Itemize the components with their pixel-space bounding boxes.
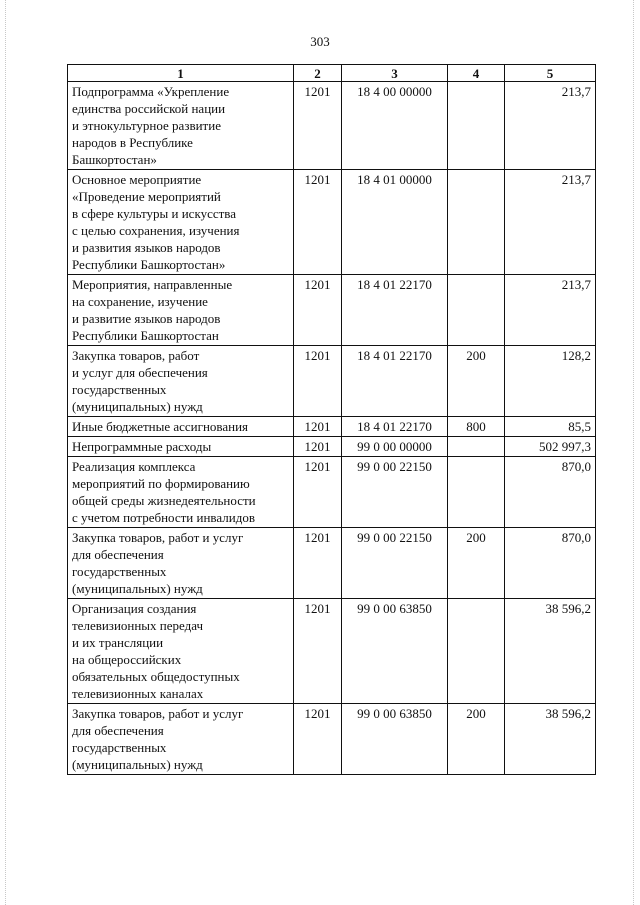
expense-name-line: телевизионных каналах (72, 686, 204, 701)
expense-name-line: и их трансляции (72, 635, 164, 650)
table-row (68, 346, 596, 417)
chapter-code: 1201 (294, 417, 342, 437)
expense-type-code: 200 (448, 528, 505, 599)
target-article-code: 99 0 00 22150 (342, 528, 448, 599)
expense-name-line: государственных (72, 740, 167, 755)
table-row (68, 170, 596, 275)
table-row (68, 528, 596, 599)
expense-type-code (448, 437, 505, 457)
chapter-code: 1201 (294, 457, 342, 528)
expense-name-line: государственных (72, 564, 167, 579)
expense-name-line: Мероприятия, направленные (72, 277, 233, 292)
page-number: 303 (310, 34, 330, 49)
expense-name-line: (муниципальных) нужд (72, 399, 203, 414)
target-article-code: 99 0 00 22150 (342, 457, 448, 528)
expense-type-code: 200 (448, 346, 505, 417)
expense-type-code (448, 275, 505, 346)
expense-name-line: народов в Республике (72, 135, 193, 150)
chapter-code: 1201 (294, 437, 342, 457)
expense-name-line: Республики Башкортостан (72, 328, 219, 343)
expense-name-line: Подпрограмма «Укрепление (72, 84, 230, 99)
table-row (68, 275, 596, 346)
expense-type-code: 200 (448, 704, 505, 775)
header-col-5: 5 (505, 65, 596, 82)
expense-type-code: 800 (448, 417, 505, 437)
amount: 38 596,2 (505, 704, 596, 775)
scan-right-edge (633, 0, 634, 905)
expense-name (68, 346, 294, 417)
amount: 128,2 (505, 346, 596, 417)
expense-name (68, 170, 294, 275)
amount: 870,0 (505, 457, 596, 528)
table-row (68, 704, 596, 775)
amount: 502 997,3 (505, 437, 596, 457)
expense-name-line: (муниципальных) нужд (72, 581, 203, 596)
chapter-code: 1201 (294, 704, 342, 775)
header-col-2: 2 (294, 65, 342, 82)
target-article-code: 18 4 01 00000 (342, 170, 448, 275)
expense-type-code (448, 457, 505, 528)
chapter-code: 1201 (294, 170, 342, 275)
amount: 85,5 (505, 417, 596, 437)
expense-name-line: для обеспечения (72, 723, 164, 738)
expense-name-line: на общероссийских (72, 652, 182, 667)
expense-name-line: и услуг для обеспечения (72, 365, 208, 380)
target-article-code: 99 0 00 63850 (342, 704, 448, 775)
amount: 38 596,2 (505, 599, 596, 704)
expense-name (68, 704, 294, 775)
expense-name-line: в сфере культуры и искусства (72, 206, 237, 221)
expense-name (68, 599, 294, 704)
expense-name-line: и этнокультурное развитие (72, 118, 221, 133)
expense-name-line: государственных (72, 382, 167, 397)
chapter-code: 1201 (294, 346, 342, 417)
expense-name-line: и развитие языков народов (72, 311, 221, 326)
header-col-4: 4 (448, 65, 505, 82)
target-article-code: 99 0 00 63850 (342, 599, 448, 704)
expense-name-line: и развития языков народов (72, 240, 221, 255)
header-col-1: 1 (68, 65, 294, 82)
expense-name-line: (муниципальных) нужд (72, 757, 203, 772)
amount: 213,7 (505, 82, 596, 170)
table-row (68, 417, 596, 437)
expense-name (68, 437, 294, 457)
table-row (68, 437, 596, 457)
table-row (68, 457, 596, 528)
amount: 213,7 (505, 275, 596, 346)
budget-table (67, 64, 596, 775)
chapter-code: 1201 (294, 82, 342, 170)
expense-name (68, 82, 294, 170)
expense-type-code (448, 82, 505, 170)
table-body (68, 82, 596, 775)
scan-left-edge (5, 0, 6, 905)
expense-name-line: телевизионных передач (72, 618, 204, 633)
expense-name-line: Основное мероприятие (72, 172, 202, 187)
chapter-code: 1201 (294, 528, 342, 599)
expense-name-line: Реализация комплекса (72, 459, 196, 474)
expense-name-line: Организация создания (72, 601, 197, 616)
amount: 870,0 (505, 528, 596, 599)
header-col-3: 3 (342, 65, 448, 82)
expense-name-line: Иные бюджетные ассигнования (72, 419, 249, 434)
expense-name-line: для обеспечения (72, 547, 164, 562)
expense-type-code (448, 170, 505, 275)
expense-name (68, 275, 294, 346)
expense-name-line: мероприятий по формированию (72, 476, 250, 491)
expense-name-line: на сохранение, изучение (72, 294, 208, 309)
expense-name-line: «Проведение мероприятий (72, 189, 221, 204)
expense-name-line: Республики Башкортостан» (72, 257, 226, 272)
expense-name-line: Закупка товаров, работ и услуг (72, 706, 244, 721)
chapter-code: 1201 (294, 599, 342, 704)
expense-name (68, 528, 294, 599)
expense-name-line: Закупка товаров, работ (72, 348, 200, 363)
amount: 213,7 (505, 170, 596, 275)
expense-type-code (448, 599, 505, 704)
expense-name-line: Закупка товаров, работ и услуг (72, 530, 244, 545)
target-article-code: 18 4 01 22170 (342, 346, 448, 417)
expense-name-line: общей среды жизнедеятельности (72, 493, 256, 508)
chapter-code: 1201 (294, 275, 342, 346)
header-row (68, 65, 596, 82)
table-row (68, 599, 596, 704)
expense-name-line: обязательных общедоступных (72, 669, 240, 684)
expense-name-line: с целью сохранения, изучения (72, 223, 240, 238)
target-article-code: 18 4 01 22170 (342, 275, 448, 346)
target-article-code: 18 4 00 00000 (342, 82, 448, 170)
expense-name-line: Башкортостан» (72, 152, 157, 167)
expense-name-line: с учетом потребности инвалидов (72, 510, 255, 525)
target-article-code: 18 4 01 22170 (342, 417, 448, 437)
expense-name (68, 457, 294, 528)
table-row (68, 82, 596, 170)
expense-name (68, 417, 294, 437)
expense-name-line: единства российской нации (72, 101, 226, 116)
expense-name-line: Непрограммные расходы (72, 439, 212, 454)
target-article-code: 99 0 00 00000 (342, 437, 448, 457)
